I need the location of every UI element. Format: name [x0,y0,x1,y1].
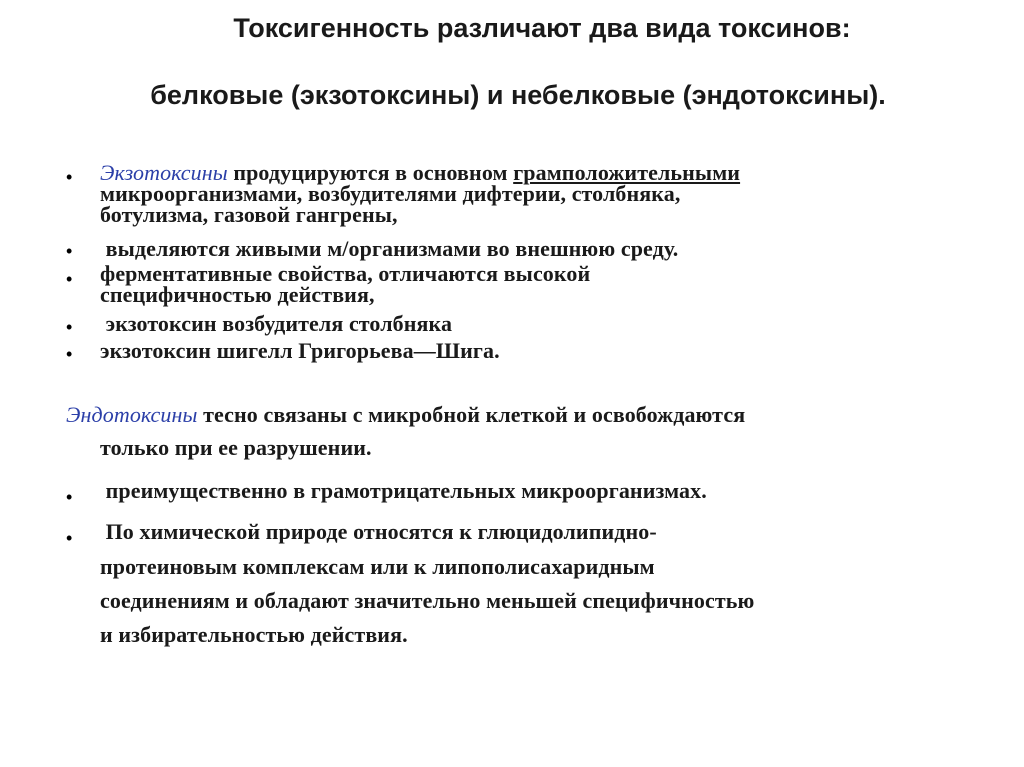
exotoxin-item-1-line-3: ботулизма, газовой гангрены, [100,202,398,227]
slide-title-line-1: Токсигенность различают два вида токсинов: [233,13,851,43]
bullet-marker: • [66,317,73,337]
bullet-marker: • [66,528,73,548]
bullet-marker: • [66,487,73,507]
exotoxin-item-3-line-2: специфичностью действия, [100,282,375,307]
bullet-marker: • [66,269,73,289]
bullet-marker: • [66,344,73,364]
exotoxin-item-4: экзотоксин возбудителя столбняка [100,311,453,336]
endotoxin-intro-line-2: только при ее разрушении. [100,435,372,460]
endotoxin-item-2-line-2: протеиновым комплексам или к липополисахаридным [100,554,655,579]
bullet-marker: • [66,241,73,261]
bullet-marker: • [66,167,73,187]
endotoxin-item-2-line-4: и избирательностью действия. [100,622,408,647]
exotoxin-gram-positive: грамположительными [513,160,741,185]
exotoxin-item-2: выделяются живыми м/организмами во внешнюю среду. [100,236,679,261]
term-exotoxins: Экзотоксины [100,160,228,185]
endotoxin-intro-text: тесно связаны с микробной клеткой и освобождаются [197,402,746,427]
exotoxin-item-1-text: продуцируются в основном [227,160,514,185]
term-endotoxins: Эндотоксины [66,402,198,427]
endotoxin-item-1: преимущественно в грамотрицательных микроорганизмах. [100,478,707,503]
exotoxin-item-5: экзотоксин шигелл Григорьева—Шига. [100,338,500,363]
endotoxin-item-2-line-1: По химической природе относятся к глюцидолипидно- [100,519,657,544]
endotoxin-intro-line-1 [66,404,745,426]
exotoxin-item-3-line-1: ферментативные свойства, отличаются высокой [100,261,591,286]
exotoxin-item-1-line-2: микроорганизмами, возбудителями дифтерии, столбняка, [100,181,681,206]
slide-title-line-2: белковые (экзотоксины) и небелковые (эндотоксины). [150,80,886,110]
endotoxin-item-2-line-3: соединениям и обладают значительно меньшей специфичностью [100,588,755,613]
